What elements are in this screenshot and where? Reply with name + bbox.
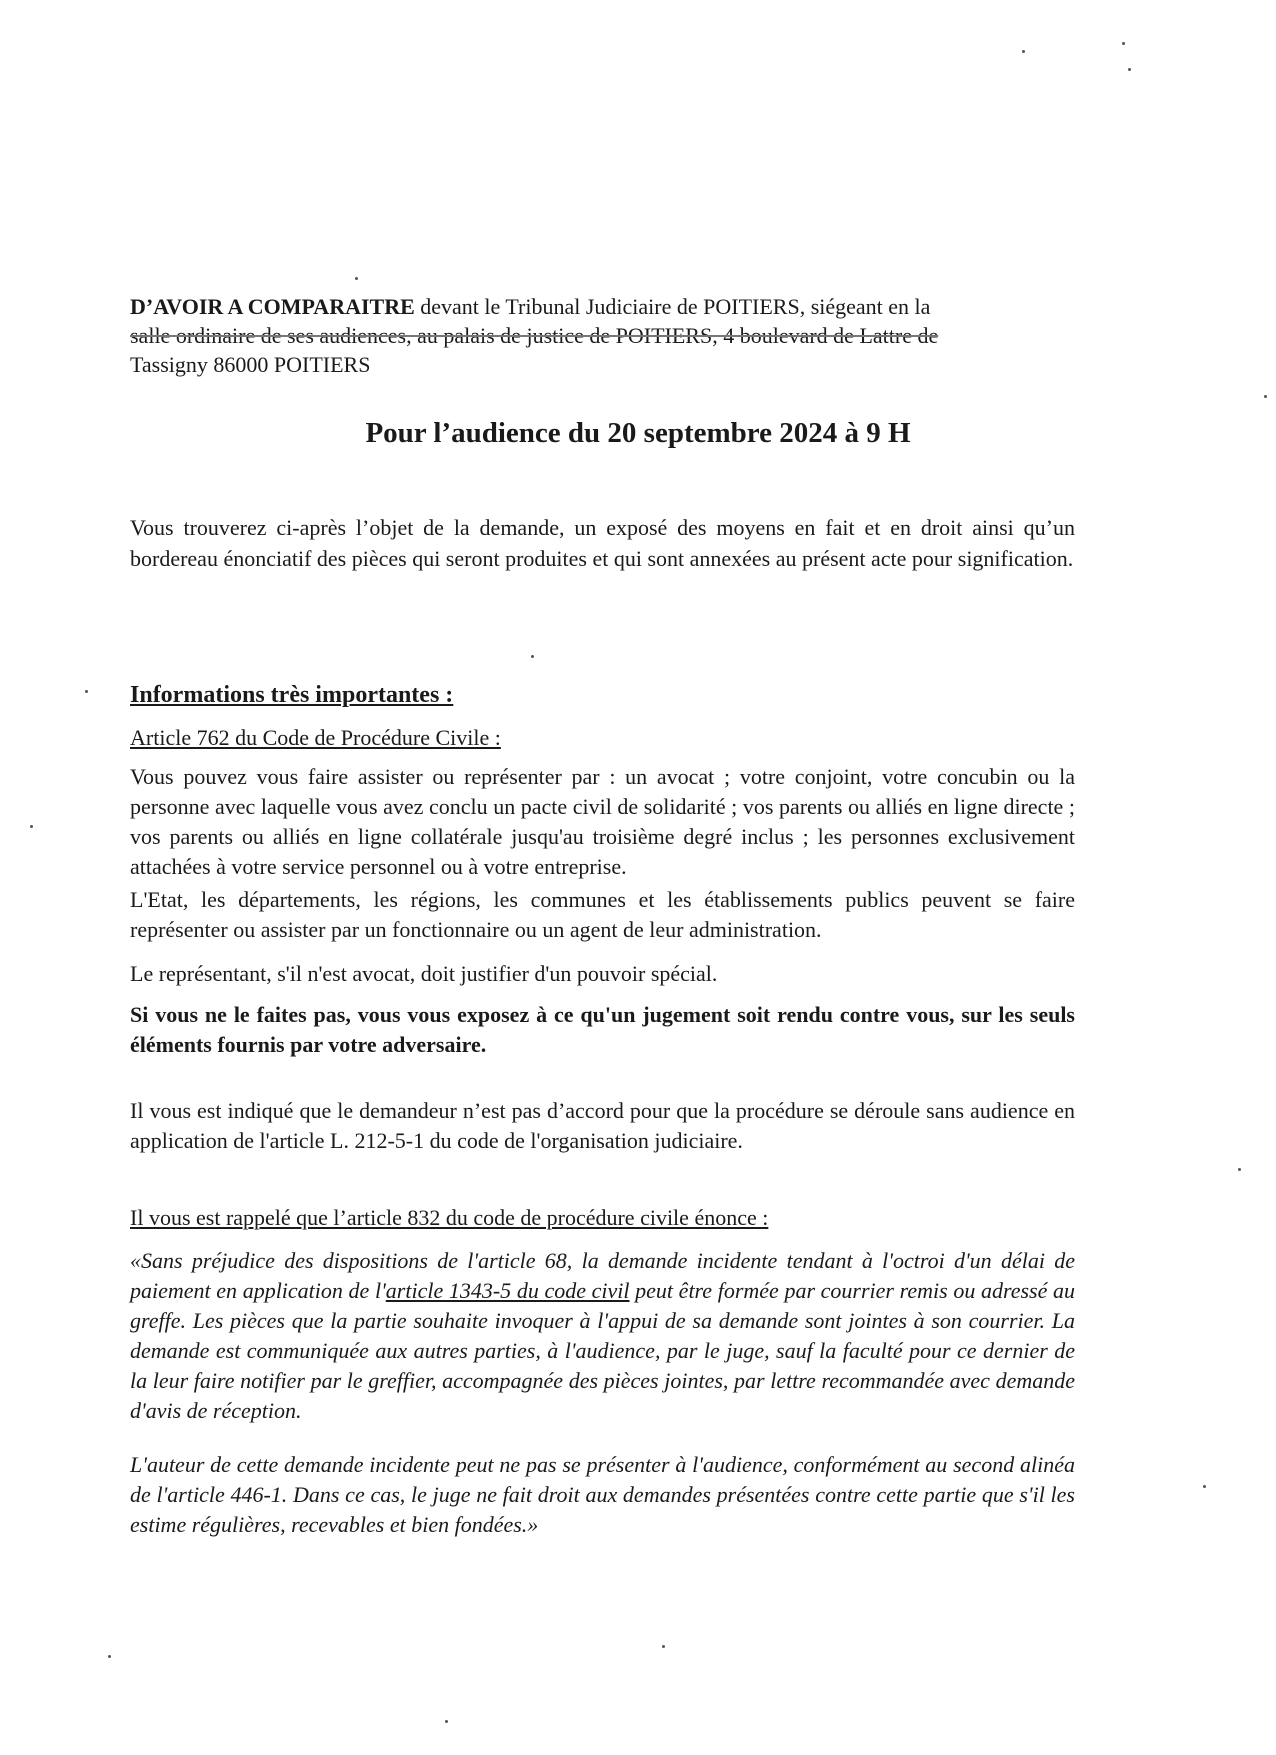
scan-speck <box>30 825 33 828</box>
summons-line-1 <box>130 292 1075 321</box>
article-762-para-1: Vous pouvez vous faire assister ou représenter par : un avocat ; votre conjoint, votre concubin ou la personne avec laquelle vous avez conclu un pacte civil de solidarité ; vos parents ou alliés en ligne directe ; vos parents ou alliés en ligne collatérale jusqu'au troisième degré inclus ; les personnes exclusivement attachées à votre service personnel ou à votre entreprise. <box>130 764 1075 879</box>
scan-speck <box>531 655 534 658</box>
summons-line-1-rest: devant le Tribunal Judiciaire de POITIERS, siégeant en la <box>414 294 931 319</box>
scan-speck <box>1203 1485 1206 1488</box>
article-762-para-2: L'Etat, les départements, les régions, les communes et les établissements publics peuvent se faire représenter ou assister par un fonctionnaire ou un agent de leur administration. <box>130 887 1075 942</box>
quote-1-part-2: peut être formée par courrier remis ou adressé au greffe. Les pièces que la partie souhaite invoquer à l'appui de sa demande sont jointes à son courrier. La demande est communiquée aux autres parties, à l'audience, par le juge, sauf la faculté pour ce dernier de la leur faire notifier par le greffier, accompagnée des pièces jointes, par lettre recommandée avec demande d'avis de réception. <box>130 1278 1076 1423</box>
no-hearing-paragraph: Il vous est indiqué que le demandeur n’est pas d’accord pour que la procédure se déroule sans audience en application de l'article L. 212-5-1 du code de l'organisation judiciaire. <box>130 1098 1075 1153</box>
scan-speck <box>1264 395 1267 398</box>
article-762-warning: Si vous ne le faites pas, vous vous exposez à ce qu'un jugement soit rendu contre vous, sur les seuls éléments fournis par votre adversaire. <box>130 1002 1075 1057</box>
scan-speck <box>85 690 88 693</box>
hearing-title: Pour l’audience du 20 septembre 2024 à 9 H <box>365 417 911 449</box>
article-762-heading: Article 762 du Code de Procédure Civile : <box>130 725 501 750</box>
article-832-quote-2: L'auteur de cette demande incidente peut ne pas se présenter à l'audience, conformément au second alinéa de l'article 446-1. Dans ce cas, le juge ne fait droit aux demandes présentées contre cette partie que s'il les estime régulières, recevables et bien fondées.» <box>130 1452 1075 1537</box>
civil-code-article-link[interactable]: article 1343-5 du code civil <box>385 1278 630 1303</box>
article-832-heading: Il vous est rappelé que l’article 832 du code de procédure civile énonce : <box>130 1205 769 1230</box>
summons-lead: D’AVOIR A COMPARAITRE <box>130 294 415 319</box>
quote-1-part-1: «Sans préjudice des dispositions de l'article 68, la demande incidente tendant à l'octroi d'un délai de paiement en application de l' <box>130 1248 1075 1303</box>
important-heading: Informations très importantes : <box>130 682 454 708</box>
scan-speck <box>108 1655 111 1658</box>
article-762-para-3: Le représentant, s'il n'est avocat, doit justifier d'un pouvoir spécial. <box>130 961 718 986</box>
scan-speck <box>1022 50 1025 53</box>
summons-line-3: Tassigny 86000 POITIERS <box>130 352 371 377</box>
scan-speck <box>445 1720 448 1723</box>
summons-line-2: salle ordinaire de ses audiences, au palais de justice de POITIERS, 4 boulevard de Lattre de <box>130 323 939 348</box>
scan-speck <box>662 1645 665 1648</box>
summons-paragraph <box>130 292 1075 379</box>
scan-speck <box>1128 68 1131 71</box>
scan-speck <box>1122 42 1125 45</box>
scan-speck <box>1238 1168 1241 1171</box>
intro-paragraph: Vous trouverez ci-après l’objet de la demande, un exposé des moyens en fait et en droit ainsi qu’un bordereau énonciatif des pièces qui seront produites et qui sont annexées au présent acte pour signification. <box>130 515 1075 571</box>
article-832-quote-1 <box>130 1246 1075 1426</box>
scan-speck <box>355 277 358 280</box>
